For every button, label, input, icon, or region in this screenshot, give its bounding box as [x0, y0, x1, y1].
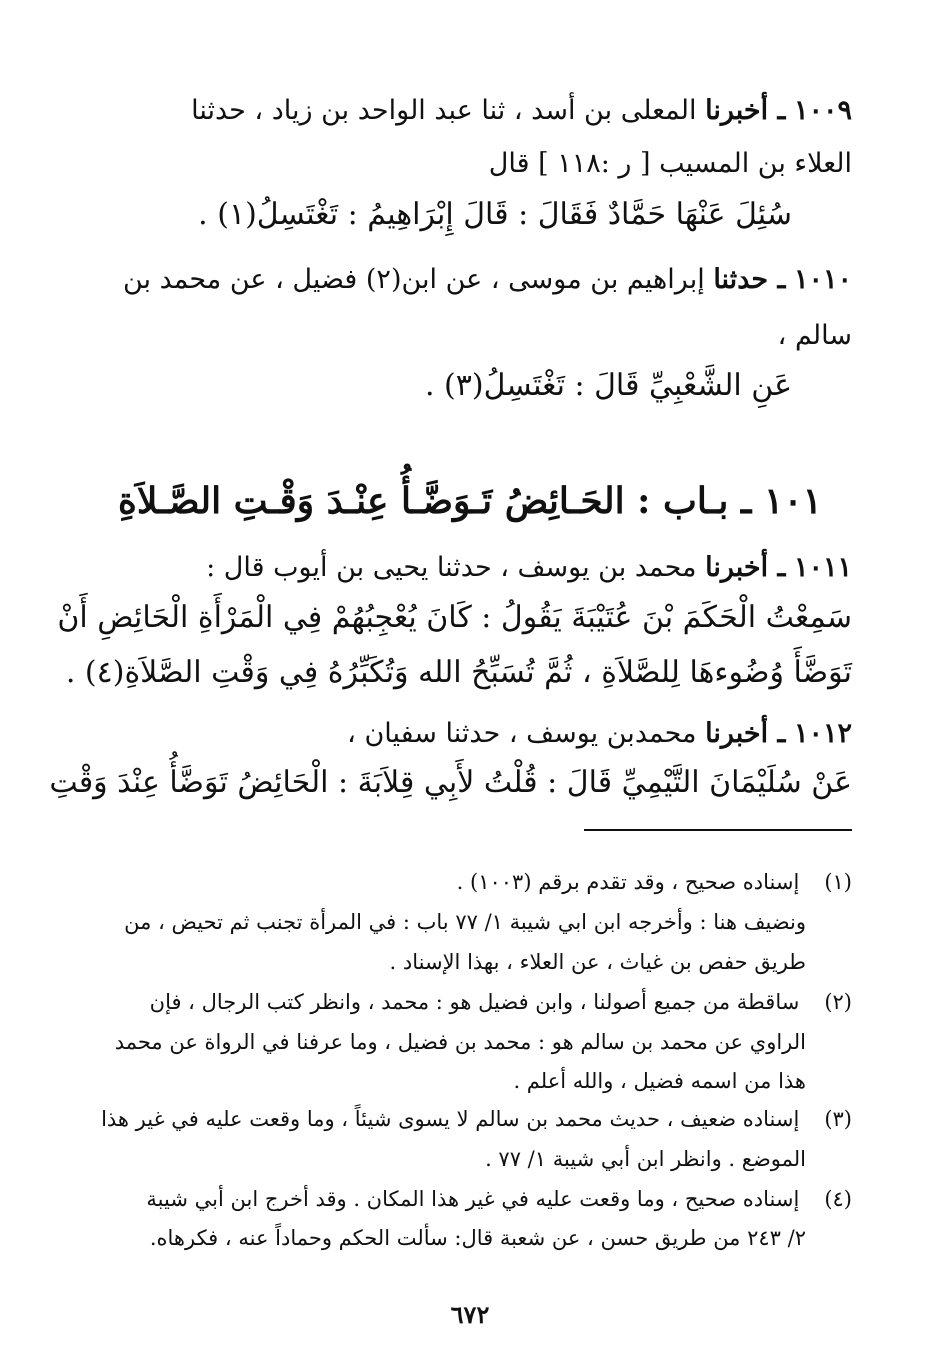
footnote-marker: (٢): [824, 990, 852, 1014]
footnote-text: إسناده ضعيف ، حديث محمد بن سالم لا يسوى شيئاً ، وما وقعت عليه في غير هذا: [101, 1107, 800, 1131]
page-number: ٦٧٢: [450, 1300, 490, 1329]
footnote-text: ساقطة من جميع أصولنا ، وابن فضيل هو : محمد ، وانظر كتب الرجال ، فإن: [149, 990, 800, 1014]
hadith-text: إبراهيم بن موسى ، عن ابن(٢) فضيل ، عن محمد بن: [122, 264, 705, 295]
footnote-text: إسناده صحيح ، وقد تقدم برقم (١٠٠٣) .: [456, 870, 800, 894]
chapter-heading: ١٠١ ـ بـاب : الحَـائِضُ تَـوَضَّـأُ عِنْـدَ وَقْـتِ الصَّـلاَةِ: [118, 480, 822, 522]
hadith-1012-line-1: ١٠١٢ ـ أخبرنا محمدبن يوسف ، حدثنا سفيان ،: [347, 718, 852, 749]
footnote-marker: (١): [824, 870, 852, 894]
footnote-1-line-2: ونضيف هنا : وأخرجه ابن ابي شيبة ١/ ٧٧ باب : في المرأة تجنب ثم تحيض ، من: [124, 910, 806, 934]
footnote-2-line-1: [80, 990, 852, 1014]
hadith-1009-quote: سُئِلَ عَنْهَا حَمَّادٌ فَقَالَ : قَالَ إِبْرَاهِيمُ : تَغْتَسِلُ(١) .: [198, 197, 792, 232]
hadith-1011-quote-2: تَوَضَّأَ وُضُوءهَا لِلصَّلاَةِ ، ثُمَّ تُسَبِّحُ الله وَتُكَبِّرُهُ فِي وَقْتِ الصَّلاَةِ(٤) .: [65, 655, 852, 690]
hadith-keyword: أخبرنا: [705, 718, 769, 749]
footnote-1-line-1: [80, 870, 852, 894]
footnote-3-line-1: [80, 1107, 852, 1131]
footnote-marker: (٣): [824, 1107, 852, 1131]
hadith-1011-line-1: ١٠١١ ـ أخبرنا محمد بن يوسف ، حدثنا يحيى بن أيوب قال :: [206, 552, 852, 583]
hadith-number: ١٠١٠: [793, 264, 852, 295]
footnote-4-line-2: ٢/ ٢٤٣ من طريق حسن ، عن شعبة قال: سألت الحكم وحماداً عنه ، فكرهاه.: [149, 1226, 806, 1250]
hadith-1009-line-1: ١٠٠٩ ـ أخبرنا المعلى بن أسد ، ثنا عبد الواحد بن زياد ، حدثنا: [191, 95, 852, 126]
hadith-text: محمد بن يوسف ، حدثنا يحيى بن أيوب قال :: [206, 552, 697, 583]
hadith-keyword: حدثنا: [713, 264, 769, 295]
hadith-1010-line-1: ١٠١٠ ـ حدثنا إبراهيم بن موسى ، عن ابن(٢) فضيل ، عن محمد بن: [122, 264, 852, 295]
hadith-text: محمدبن يوسف ، حدثنا سفيان ،: [347, 718, 697, 749]
footnote-4-line-1: [80, 1187, 852, 1211]
hadith-1009-line-2: العلاء بن المسيب [ ر :١١٨ ] قال: [488, 148, 852, 179]
hadith-1011-quote-1: سَمِعْتُ الْحَكَمَ بْنَ عُتَيْبَةَ يَقُولُ : كَانَ يُعْجِبُهُمْ فِي الْمَرْأَةِ الْحَائِضِ أَنْ: [57, 600, 852, 635]
footnote-2-line-3: هذا من اسمه فضيل ، والله أعلم .: [513, 1069, 806, 1093]
footnote-3-line-2: الموضع . وانظر ابن أبي شيبة ١/ ٧٧ .: [485, 1147, 806, 1171]
footnote-marker: (٤): [824, 1187, 852, 1211]
hadith-keyword: أخبرنا: [705, 552, 769, 583]
hadith-1010-quote: عَنِ الشَّعْبِيِّ قَالَ : تَغْتَسِلُ(٣) .: [424, 368, 792, 403]
hadith-1010-line-2: سالم ،: [777, 320, 852, 351]
footnote-2-line-2: الراوي عن محمد بن سالم هو : محمد بن فضيل ، وما عرفنا في الرواة عن محمد: [114, 1030, 806, 1054]
hadith-number: ١٠١١: [793, 552, 852, 583]
hadith-1012-quote: عَنْ سُلَيْمَانَ التَّيْمِيِّ قَالَ : قُلْتُ لأَبِي قِلاَبَةَ : الْحَائِضُ تَوَضَّأُ عِنْدَ وَقْتِ: [49, 765, 852, 800]
hadith-text: المعلى بن أسد ، ثنا عبد الواحد بن زياد ، حدثنا: [191, 95, 697, 126]
hadith-number: ١٠١٢: [793, 718, 852, 749]
footnote-separator: [584, 829, 852, 831]
hadith-keyword: أخبرنا: [705, 95, 769, 126]
footnote-1-line-3: طريق حفص بن غياث ، عن العلاء ، بهذا الإسناد .: [389, 950, 806, 974]
hadith-number: ١٠٠٩: [793, 95, 852, 126]
footnote-text: إسناده صحيح ، وما وقعت عليه في غير هذا المكان . وقد أخرج ابن أبي شيبة: [146, 1187, 800, 1211]
